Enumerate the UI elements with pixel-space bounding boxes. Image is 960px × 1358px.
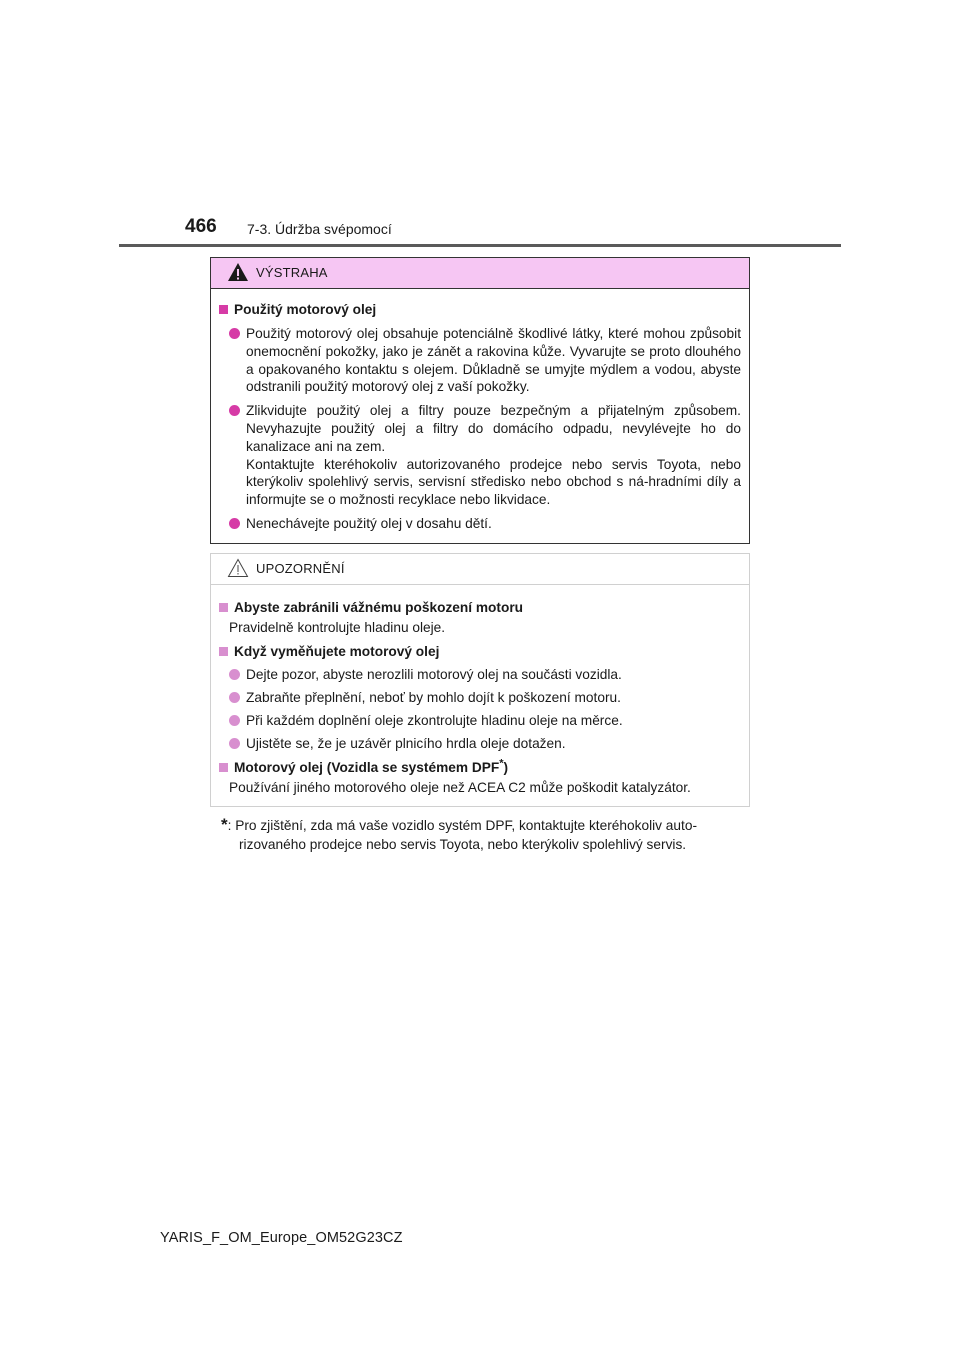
page-number: 466 [185,216,217,237]
caution-text: Pravidelně kontrolujte hladinu oleje. [229,620,446,635]
circle-bullet-icon [229,715,240,726]
footnote-marker: * [499,757,504,770]
circle-bullet-icon [229,692,240,703]
caution-section-title: Když vyměňujete motorový olej [219,643,741,661]
footnote-star: * [221,815,228,834]
square-bullet-icon [219,305,228,314]
warning-box [210,257,750,544]
caution-triangle-icon [227,558,249,578]
footnote [221,816,753,854]
warning-header [211,258,749,289]
list-item: Nenechávejte použitý olej v dosahu dětí. [219,515,741,533]
header-rule [119,244,841,247]
warning-triangle-icon [227,262,249,282]
caution-header [211,554,749,585]
warning-label: VÝSTRAHA [256,265,328,280]
circle-bullet-icon [229,518,240,529]
square-bullet-icon [219,647,228,656]
list-item: Ujistěte se, že je uzávěr plnicího hrdla oleje dotažen. [219,735,741,753]
caution-text: Používání jiného motorového oleje než ACEA C2 může poškodit katalyzátor. [229,780,691,795]
circle-bullet-icon [229,738,240,749]
circle-bullet-icon [229,669,240,680]
list-item: Použitý motorový olej obsahuje potenciálně škodlivé látky, které mohou způsobit onemocnění pokožky, jako je zánět a rakovina kůže. Vyvarujte se proto dlouhého a opakovaného kontaktu s olejem. Důkladně se umyjte mýdlem a vodou, abyste odstranili použitý motorový olej z vaší pokožky. [219,325,741,396]
list-item: Zabraňte přeplnění, neboť by mohlo dojít k poškození motoru. [219,689,741,707]
list-item: Zlikvidujte použitý olej a filtry pouze bezpečným a přijatelným způsobem. Nevyhazujte použitý olej a filtry do domácího odpadu, nevylévejte ho do kanalizace ani na zem. Kontaktujte kteréhokoliv autorizovaného prodejce nebo servis Toyota, nebo kterýkoliv spolehlivý servis, servisní středisko nebo obchod s ná-hradními díly a informujte se o možnosti recyklace nebo likvidace. [219,402,741,509]
footnote-line-2: rizovaného prodejce nebo servis Toyota, nebo kterýkoliv spolehlivý servis. [239,836,687,852]
warning-section-title: Použitý motorový olej [219,301,741,319]
list-item: Při každém doplnění oleje zkontrolujte hladinu oleje na měrce. [219,712,741,730]
caution-section-title: Abyste zabránili vážnému poškození motoru [219,599,741,617]
caution-label: UPOZORNĚNÍ [256,561,345,576]
square-bullet-icon [219,763,228,772]
list-item: Dejte pozor, abyste nerozlili motorový olej na součásti vozidla. [219,666,741,684]
caution-section-title: Motorový olej (Vozidla se systémem DPF*) [219,759,741,777]
caution-box [210,553,750,807]
square-bullet-icon [219,603,228,612]
section-title: 7-3. Údržba svépomocí [247,221,392,237]
document-code: YARIS_F_OM_Europe_OM52G23CZ [160,1230,403,1246]
footnote-line-1: : Pro zjištění, zda má vaše vozidlo systém DPF, kontaktujte kteréhokoliv auto- [227,818,698,833]
circle-bullet-icon [229,405,240,416]
circle-bullet-icon [229,328,240,339]
